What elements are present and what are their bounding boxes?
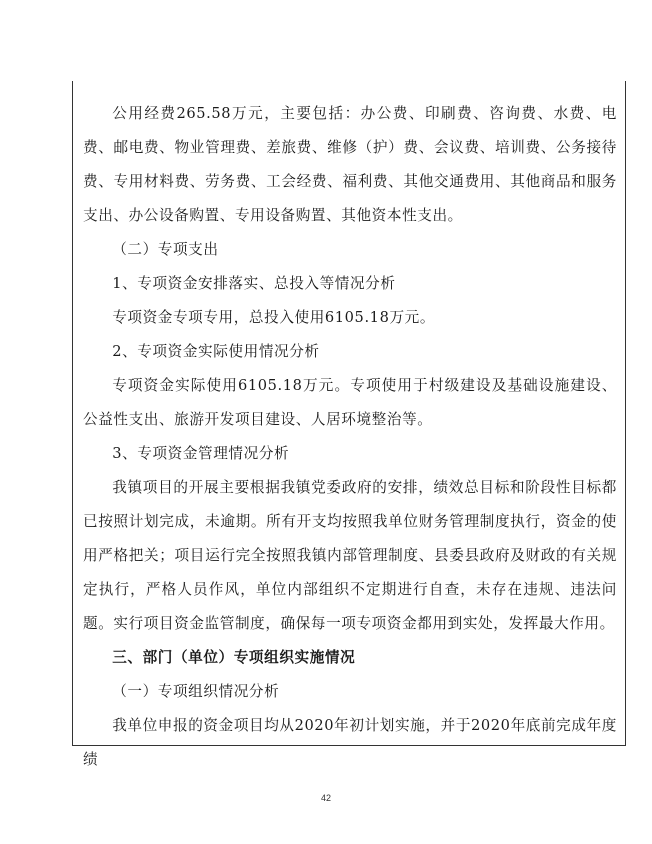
paragraph-public-expenses: 公用经费265.58万元，主要包括：办公费、印刷费、咨询费、水费、电费、邮电费、物业管理费、差旅费、维修（护）费、会议费、培训费、公务接待费、专用材料费、劳务费、工会经费、福利费、其他交通费用、其他商品和服务支出、办公设备购置、专用设备购置、其他资本性支出。 (83, 105, 617, 224)
paragraph-fund-arrangement: 专项资金专项专用，总投入使用6105.18万元。 (112, 309, 436, 326)
paragraph-fund-management: 我镇项目的开展主要根据我镇党委政府的安排，绩效总目标和阶段性目标都已按照计划完成，未逾期。所有开支均按照我单位财务管理制度执行，资金的使用严格把关；项目运行完全按照我镇内部管理制度、县委县政府及财政的有关规定执行，严格人员作风，单位内部组织不定期进行自查，未存在违规、违法问题。实行项目资金监管制度，确保每一项专项资金都用到实处，发挥最大作用。 (83, 479, 617, 632)
section-heading-implementation: 三、部门（单位）专项组织实施情况 (112, 649, 356, 666)
content-frame (72, 81, 626, 768)
heading-special-expenditure: （二）专项支出 (112, 241, 219, 258)
document-body (83, 97, 617, 777)
heading-fund-arrangement: 1、专项资金安排落实、总投入等情况分析 (112, 275, 396, 292)
paragraph-organization-analysis: 我单位申报的资金项目均从2020年初计划实施，并于2020年底前完成年度绩 (83, 717, 617, 768)
heading-fund-management: 3、专项资金管理情况分析 (112, 445, 290, 462)
heading-organization-analysis: （一）专项组织情况分析 (112, 683, 280, 700)
heading-fund-usage: 2、专项资金实际使用情况分析 (112, 343, 320, 360)
paragraph-fund-usage: 专项资金实际使用6105.18万元。专项使用于村级建设及基础设施建设、公益性支出、旅游开发项目建设、人居环境整治等。 (83, 377, 617, 428)
page-number: 42 (320, 793, 331, 803)
